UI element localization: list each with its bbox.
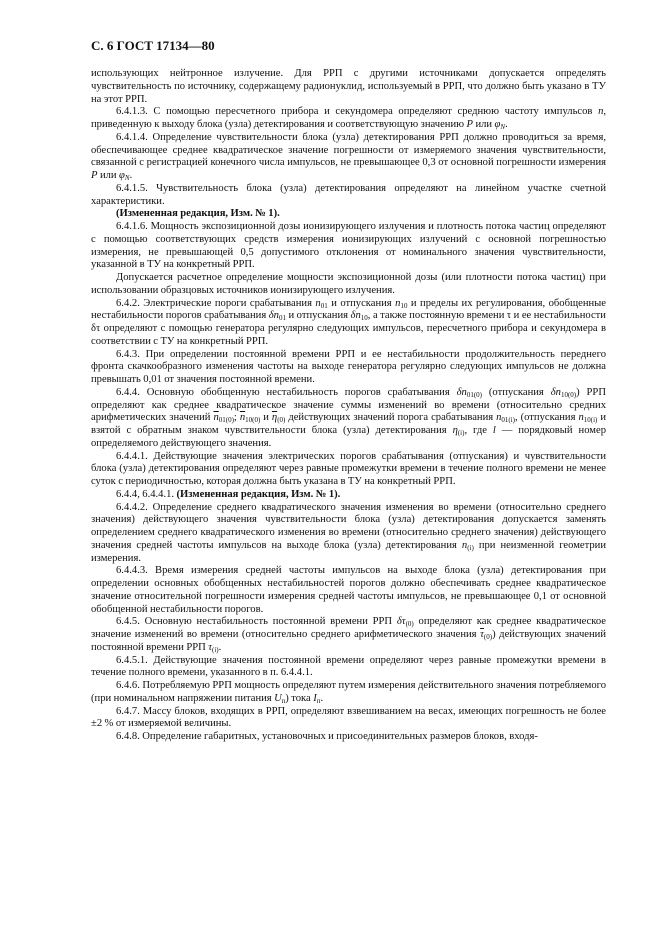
paragraph-6-4-1-4: 6.4.1.4. Определение чувствительности блока (узла) детектирования РРП должно проводиться за время, обеспечивающее среднее квадратическое значение погрешности от измеряемого значения чувствительности, связанной с регистрацией конечного числа импульсов, не превышающее 0,3 от основной погрешности измерения P или $\varphi_N$.	[91, 131, 606, 182]
paragraph-6-4-2: 6.4.2. Электрические пороги срабатывания $n_{01}$ и отпускания $n_{10}$ и пределы их регулирования, обобщенные нестабильности порогов срабатывания $\delta n_{01}$ и отпускания $\delta n_{10}$, а также постоянную времени τ и ее нестабильности δτ определяют с помощью генератора регулярно следующих импульсов, пересчетного прибора и секундомера в соответствии с ТУ на конкретный РРП.	[91, 297, 606, 347]
paragraph-6-4-4: 6.4.4. Основную обобщенную нестабильность порогов срабатывания $\delta n_{01(0)}$ (отпускания $\delta n_{10(0)}$) РРП определяют как среднее квадратическое значение суммы изменений во времени (относительно средних арифметических значений $\overline{n}_{01(0)}$; $\overline{n}_{10(0)}$ и $\overline{\eta}_{(0)}$ действующих значений порога срабатывания $n_{01(i)}$, (отпускания $n_{10(i)}$ и взятой с обратным знаком чувствительности блока (узла) детектирования $\eta_{(i)}$, где l — порядковый номер определяемого действующего значения.	[91, 386, 607, 449]
paragraph-6-4-3: 6.4.3. При определении постоянной времени РРП и ее нестабильности продолжительность переднего фронта скачкообразного изменения частоты на выходе генератора регулярно следующих импульсов не должна превышать 0,01 от значения постоянной времени.	[91, 348, 606, 385]
paragraph-6-4-5-1: 6.4.5.1. Действующие значения постоянной времени определяют через равные промежутки времени в течение полного времени, указанного в п. 6.4.4.1.	[91, 654, 606, 679]
document-page	[91, 38, 606, 744]
paragraph-amendment-6-4-4: 6.4.4, 6.4.4.1. (Измененная редакция, Изм. № 1).	[116, 488, 341, 500]
paragraph-6-4-5: 6.4.5. Основную нестабильность постоянной времени РРП $\delta\tau_{(0)}$ определяют как среднее квадратическое значение изменений во времени (относительно среднего арифметического значения $\overline{\tau}_{(0)}$) действующих значений постоянной времени РРП $\tau_{(i)}$.	[91, 616, 606, 654]
paragraph-6-4-7: 6.4.7. Массу блоков, входящих в РРП, определяют взвешиванием на весах, имеющих погрешность не более ±2 % от измеряемой величины.	[91, 705, 606, 730]
paragraph-6-4-4-1: 6.4.4.1. Действующие значения электрических порогов срабатывания (отпускания) и чувствительности блока (узла) детектирования определяют через равные промежутки времени в течение полного времени не менее суток с периодичностью, которая должна быть указана в ТУ на конкретный РРП.	[91, 450, 606, 487]
paragraph-6-4-8: 6.4.8. Определение габаритных, установочных и присоединительных размеров блоков, входя-	[116, 731, 538, 742]
paragraph-6-4-1-3: 6.4.1.3. С помощью пересчетного прибора и секундомера определяют среднюю частоту импульсов n, приведенную к выходу блока (узла) детектирования и соответствующую значению P или $\varphi_N$.	[91, 106, 607, 131]
paragraph-6-4-6: 6.4.6. Потребляемую РРП мощность определяют путем измерения действительного значения потребляемого (при номинальном напряжении питания $U_n$) тока $I_п$.	[91, 680, 606, 705]
paragraph-6-4-1-6: 6.4.1.6. Мощность экспозиционной дозы ионизирующего излучения и плотность потока частиц определяют с помощью соответствующих средств измерения ионизирующих излучений с основной погрешностью измерения, не превышающей 0,5 допустимого отклонения от номинального значения чувствительности, указанной в ТУ на конкретный РРП.	[91, 221, 606, 271]
paragraph-6-4-1-5: 6.4.1.5. Чувствительность блока (узла) детектирования определяют на линейном участке счетной характеристики.	[91, 182, 606, 207]
paragraph-6-4-4-2: 6.4.4.2. Определение среднего квадратического значения изменения во времени (относительно среднего значения) действующего значения чувствительности блока (узла) детектирования допускается заменять определением среднего квадратического изменения во времени (относительно среднего значения) действующего значения средней частоты импульсов на выходе блока (узла) детектирования $n_{(i)}$ при неизменной геометрии измерения.	[91, 501, 607, 564]
amendment-note: (Измененная редакция, Изм. № 1).	[116, 208, 280, 220]
page-header: С. 6 ГОСТ 17134—80	[91, 38, 215, 53]
paragraph-6-4-4-3: 6.4.4.3. Время измерения средней частоты импульсов на выходе блока (узла) детектирования при определении основных обобщенных нестабильностей порогов должно обеспечивать среднее квадратическое значение относительной погрешности измерения средней частоты импульсов, не превышающее 0,1 от основной обобщенной нестабильности порогов.	[91, 565, 606, 615]
paragraph-continuation: использующих нейтронное излучение. Для РРП с другими источниками допускается определять чувствительность по источнику, содержащему радионуклид, используемый в РРП, что должно быть указано в ТУ на этот РРП.	[91, 68, 606, 105]
paragraph-dose-calc: Допускается расчетное определение мощности экспозиционной дозы (или плотности потока частиц) при использовании образцовых источников ионизирующего излучения.	[91, 272, 606, 296]
